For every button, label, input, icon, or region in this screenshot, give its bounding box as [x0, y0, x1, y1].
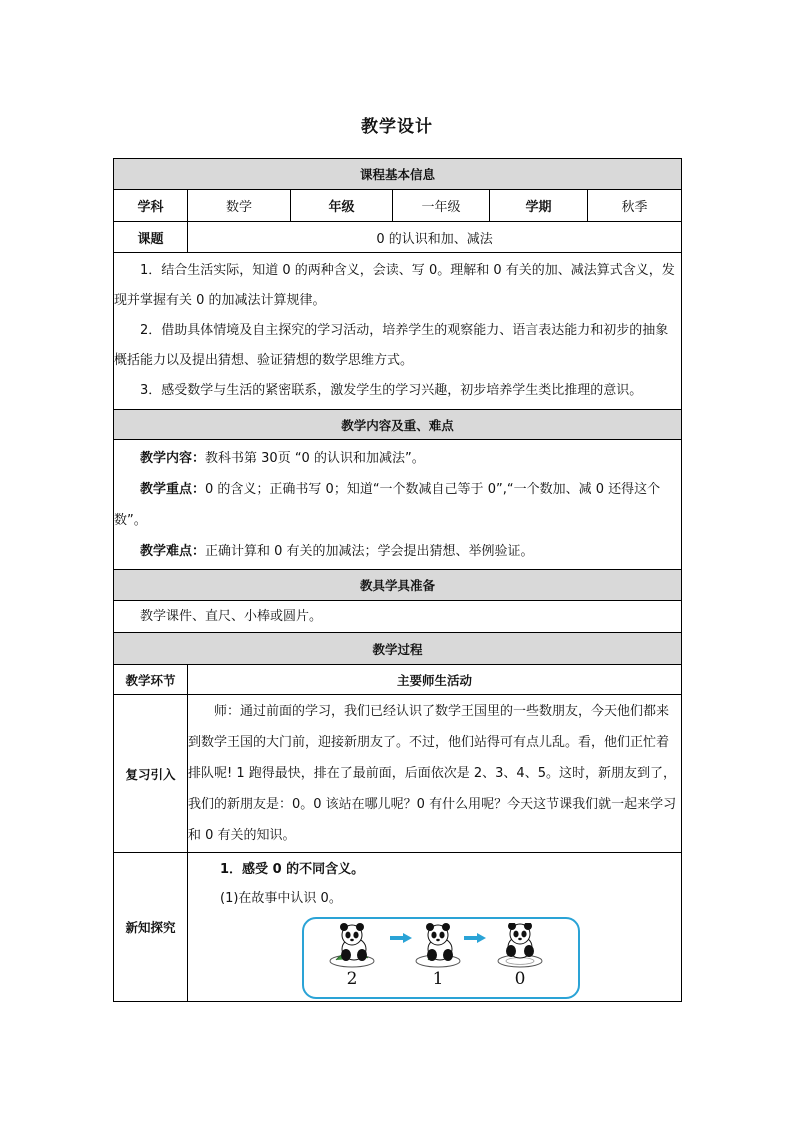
objectives-cell — [114, 253, 682, 410]
explore-activity-cell — [188, 853, 682, 1002]
materials-cell — [114, 601, 682, 633]
subject-label: 学科 — [114, 190, 188, 222]
teaching-content-label: 教学内容： — [140, 450, 206, 466]
teaching-content — [114, 443, 681, 474]
explore-stage-label: 新知探究 — [114, 853, 188, 1002]
materials-text: 教学课件、直尺、小棒或圆片。 — [140, 608, 323, 624]
explore-heading-text: 感受 0 的不同含义。 — [242, 862, 365, 877]
basic-info-header: 课程基本信息 — [114, 159, 682, 190]
teaching-content-text: 教科书第 30页 “0 的认识和加减法”。 — [205, 450, 425, 466]
arrow-right-icon — [390, 933, 412, 943]
review-activity-cell — [188, 695, 682, 853]
review-text: 师：通过前面的学习，我们已经认识了数学王国里的一些数朋友，今天他们都来到数学王国的大门前，迎接新朋友了。不过，他们站得可有点儿乱。看，他们正忙着排队呢! 1 跑得最快，排在了最前面，后面依次是 2、3、4、5。这时，新朋友到了，我们的新朋友是：0。0 该站在哪儿呢？0 有什么用呢？今天这节课我们就一起来学习和 0 有关的知识。 — [188, 704, 677, 843]
key-points-label: 教学重点： — [140, 481, 206, 497]
grade-value: 一年级 — [393, 190, 490, 222]
key-points-text: 0 的含义；正确书写 0；知道“一个数减自己等于 0”,“一个数加、减 0 还得这个数”。 — [114, 481, 661, 528]
lesson-plan-table — [113, 158, 682, 1002]
page-title: 教学设计 — [361, 117, 433, 137]
explore-heading — [194, 855, 675, 885]
objective-item: 1．结合生活实际，知道 0 的两种含义，会读、写 0。理解和 0 有关的加、减法算式含义，发现并掌握有关 0 的加减法计算规律。 — [114, 263, 675, 308]
panda-empty-plate-icon — [492, 923, 548, 969]
panda-eating-icon — [410, 923, 466, 969]
teaching-difficulties — [114, 536, 681, 567]
count-label: 1 — [432, 969, 444, 989]
process-header: 教学过程 — [114, 633, 682, 665]
objective-item: 3．感受数学与生活的紧密联系，激发学生的学习兴趣，初步培养学生类比推理的意识。 — [140, 383, 643, 398]
content-section-header: 教学内容及重、难点 — [114, 410, 682, 440]
topic-label: 课题 — [114, 222, 188, 253]
panda-story-illustration — [302, 917, 580, 999]
term-label: 学期 — [490, 190, 588, 222]
difficulties-label: 教学难点： — [140, 543, 206, 559]
count-label: 0 — [514, 969, 526, 989]
activity-column-header: 主要师生活动 — [188, 665, 682, 695]
subject-value: 数学 — [188, 190, 291, 222]
content-cell — [114, 440, 682, 570]
explore-heading-num: 1． — [220, 862, 243, 877]
materials-header: 教具学具准备 — [114, 570, 682, 601]
grade-label: 年级 — [291, 190, 393, 222]
difficulties-text: 正确计算和 0 有关的加减法；学会提出猜想、举例验证。 — [205, 543, 534, 559]
teaching-key-points — [114, 474, 681, 536]
stage-column-header: 教学环节 — [114, 665, 188, 695]
review-stage-label: 复习引入 — [114, 695, 188, 853]
topic-value: 0 的认识和加、减法 — [188, 222, 682, 253]
arrow-right-icon — [464, 933, 486, 943]
count-label: 2 — [346, 969, 358, 989]
objective-item: 2．借助具体情境及自主探究的学习活动，培养学生的观察能力、语言表达能力和初步的抽象概括能力以及提出猜想、验证猜想的数学思维方式。 — [114, 323, 669, 368]
explore-subheading: (1)在故事中认识 0。 — [220, 891, 342, 906]
panda-eating-icon — [324, 923, 380, 969]
term-value: 秋季 — [588, 190, 682, 222]
